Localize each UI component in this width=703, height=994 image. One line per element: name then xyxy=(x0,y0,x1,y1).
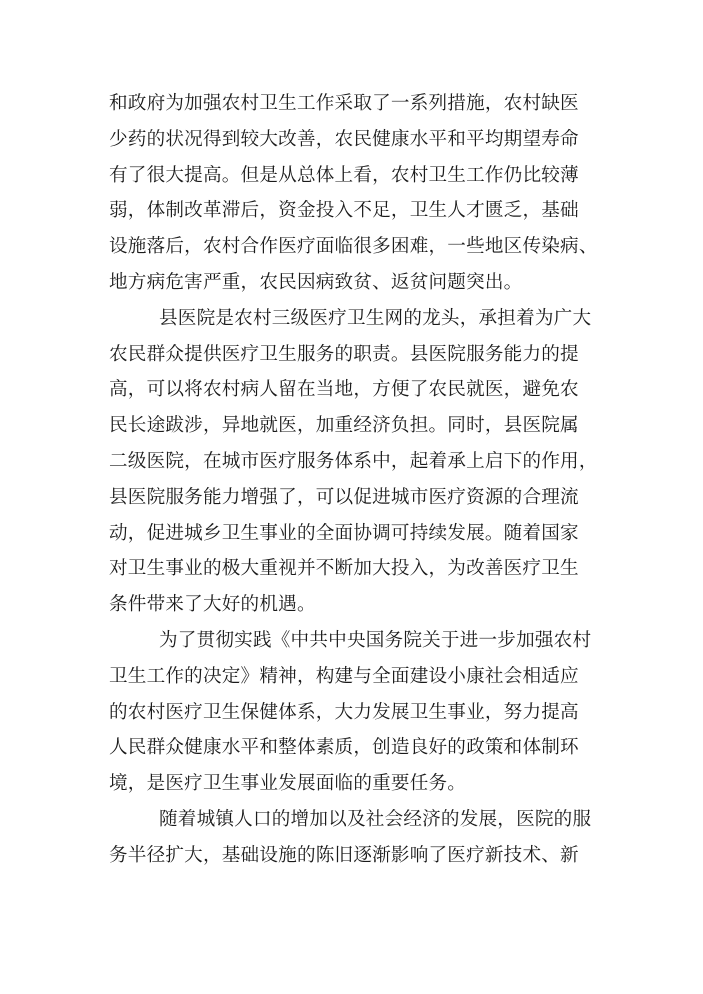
text-line: 人民群众健康水平和整体素质，创造良好的政策和体制环 xyxy=(109,737,579,759)
body-text xyxy=(109,86,598,874)
paragraph-3 xyxy=(109,623,592,802)
text-line: 卫生工作的决定》精神，构建与全面建设小康社会相适应 xyxy=(109,665,579,687)
paragraph-2 xyxy=(109,301,598,623)
text-line: 和政府为加强农村卫生工作采取了一系列措施，农村缺医 xyxy=(109,93,579,114)
paragraph-4 xyxy=(109,802,592,874)
text-line: 县医院是农村三级医疗卫生网的龙头，承担着为广大 xyxy=(159,307,592,329)
text-line: 县医院服务能力增强了，可以促进城市医疗资源的合理流 xyxy=(109,486,579,508)
text-line: 弱，体制改革滞后，资金投入不足，卫生人才匮乏，基础 xyxy=(109,200,579,222)
text-line: 随着城镇人口的增加以及社会经济的发展，医院的服 xyxy=(159,808,592,830)
text-line: 农民群众提供医疗卫生服务的职责。县医院服务能力的提 xyxy=(109,343,579,365)
text-line: 为了贯彻实践《中共中央国务院关于进一步加强农村 xyxy=(159,629,592,651)
text-line: 条件带来了大好的机遇。 xyxy=(109,594,316,616)
text-line: 二级医院，在城市医疗服务体系中，起着承上启下的作用， xyxy=(109,450,598,472)
text-line: 有了很大提高。但是从总体上看，农村卫生工作仍比较薄 xyxy=(109,164,579,186)
text-line: 民长途跋涉，异地就医，加重经济负担。同时，县医院属 xyxy=(109,415,579,437)
text-line: 务半径扩大，基础设施的陈旧逐渐影响了医疗新技术、新 xyxy=(109,844,579,866)
text-line: 地方病危害严重，农民因病致贫、返贫问题突出。 xyxy=(109,271,523,293)
text-line: 的农村医疗卫生保健体系，大力发展卫生事业，努力提高 xyxy=(109,701,579,723)
text-line: 境，是医疗卫生事业发展面临的重要任务。 xyxy=(109,773,467,795)
text-line: 高，可以将农村病人留在当地，方便了农民就医，避免农 xyxy=(109,379,579,401)
text-line: 少药的状况得到较大改善，农民健康水平和平均期望寿命 xyxy=(109,128,579,150)
paragraph-1 xyxy=(109,86,598,301)
text-line: 设施落后，农村合作医疗面临很多困难，一些地区传染病、 xyxy=(109,236,598,258)
text-line: 对卫生事业的极大重视并不断加大投入，为改善医疗卫生 xyxy=(109,558,579,580)
text-line: 动，促进城乡卫生事业的全面协调可持续发展。随着国家 xyxy=(109,522,579,544)
